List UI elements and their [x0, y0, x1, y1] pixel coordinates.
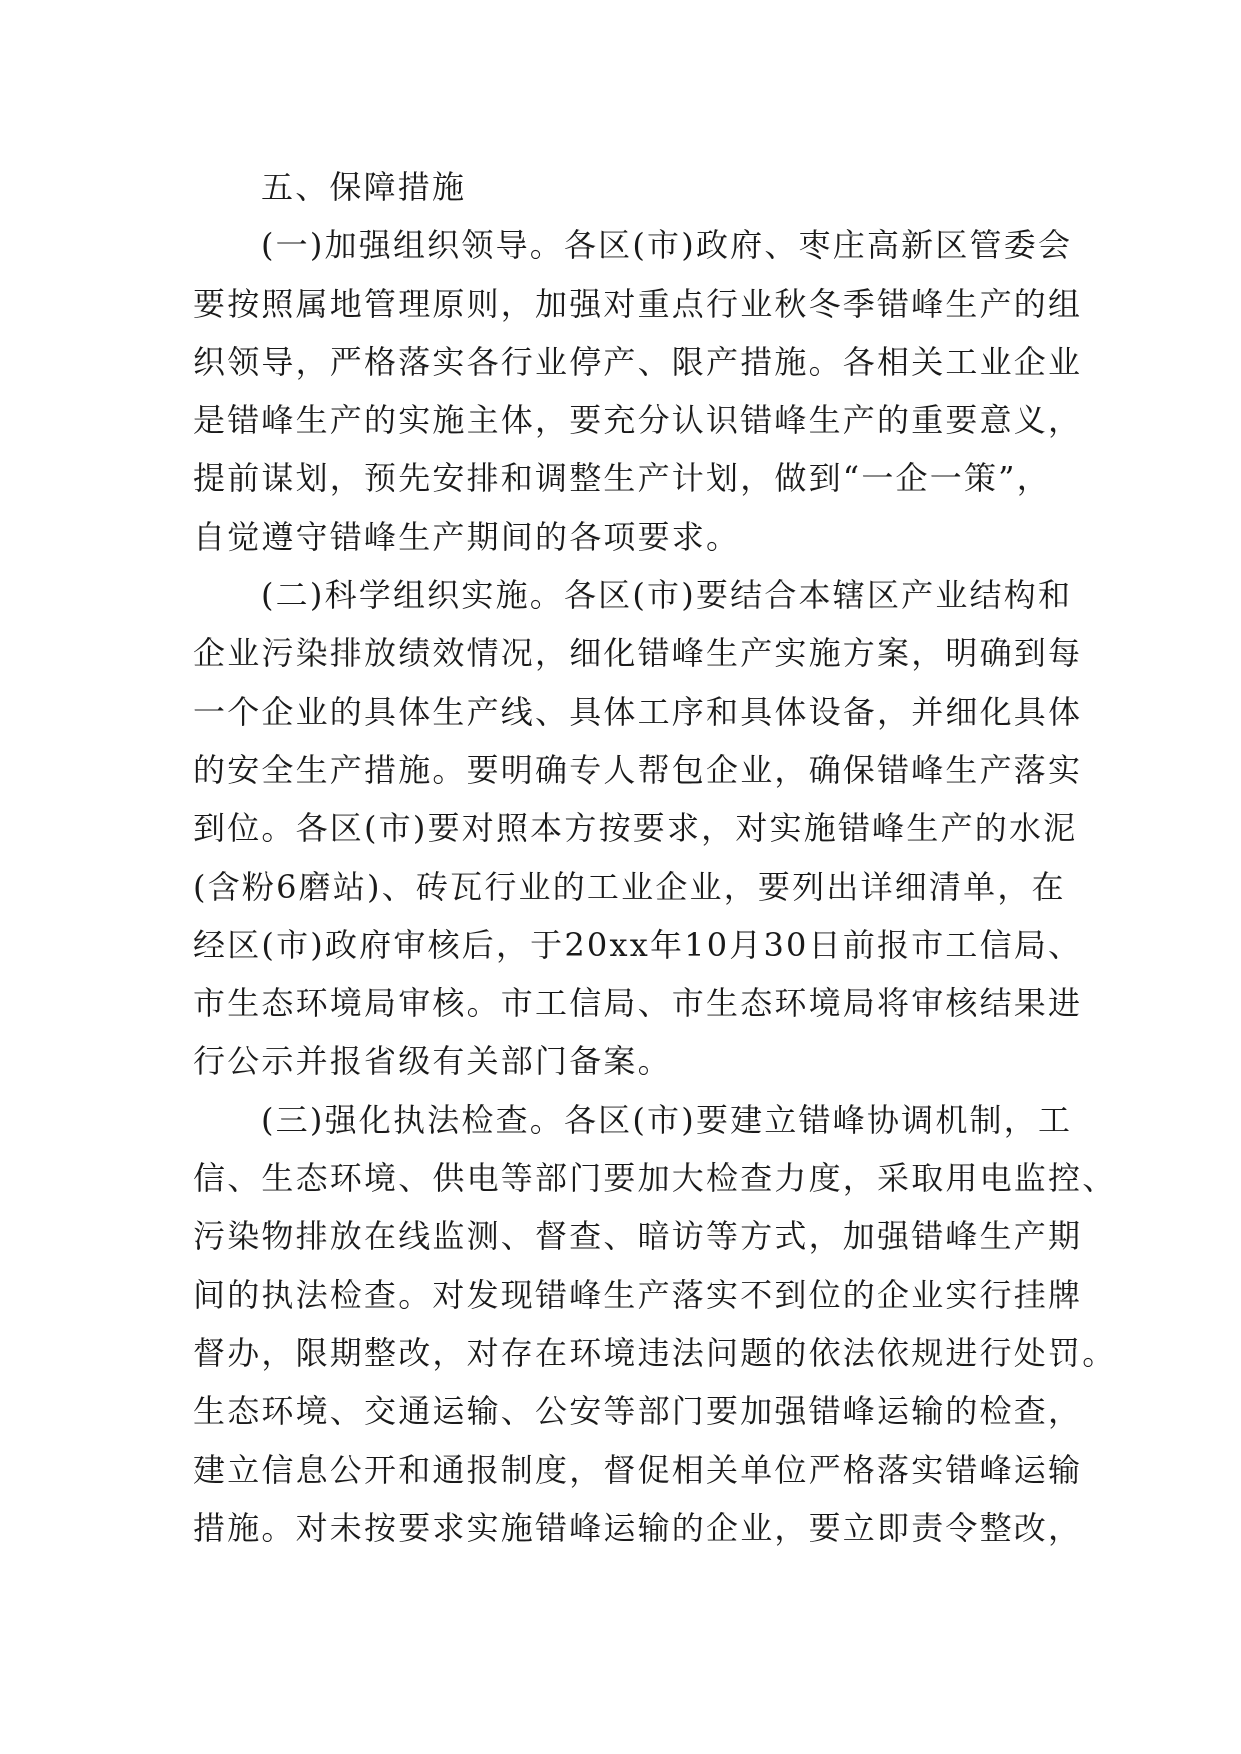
paragraph-line: 要按照属地管理原则，加强对重点行业秋冬季错峰生产的组: [193, 284, 1083, 323]
paragraph-line: 一个企业的具体生产线、具体工序和具体设备，并细化具体: [193, 692, 1083, 731]
paragraph-line: 提前谋划，预先安排和调整生产计划，做到“一企一策”，: [193, 459, 1051, 498]
paragraph-line: 自觉遵守错峰生产期间的各项要求。: [193, 517, 741, 556]
paragraph-line: 企业污染排放绩效情况，细化错峰生产实施方案，明确到每: [193, 634, 1083, 673]
paragraph-line: 污染物排放在线监测、督查、暗访等方式，加强错峰生产期: [193, 1217, 1083, 1256]
paragraph-line: 行公示并报省级有关部门备案。: [193, 1042, 672, 1081]
paragraph-line: 措施。对未按要求实施错峰运输的企业，要立即责令整改，: [193, 1508, 1083, 1547]
paragraph-line: (一)加强组织领导。各区(市)政府、枣庄高新区管委会: [261, 226, 1073, 265]
paragraph-line: 的安全生产措施。要明确专人帮包企业，确保错峰生产落实: [193, 750, 1083, 789]
paragraph-line: 督办，限期整改，对存在环境违法问题的依法依规进行处罚。: [193, 1333, 1117, 1372]
section-heading: 五、保障措施: [261, 168, 467, 206]
paragraph-line: (三)强化执法检查。各区(市)要建立错峰协调机制，工: [261, 1100, 1073, 1139]
paragraph-line: 经区(市)政府审核后，于20xx年10月30日前报市工信局、: [193, 925, 1083, 964]
paragraph-line: 间的执法检查。对发现错峰生产落实不到位的企业实行挂牌: [193, 1275, 1083, 1314]
paragraph-line: 市生态环境局审核。市工信局、市生态环境局将审核结果进: [193, 984, 1083, 1023]
paragraph-line: 信、生态环境、供电等部门要加大检查力度，采取用电监控、: [193, 1159, 1117, 1198]
paragraph-line: 是错峰生产的实施主体，要充分认识错峰生产的重要意义，: [193, 401, 1083, 440]
paragraph-line: (二)科学组织实施。各区(市)要结合本辖区产业结构和: [261, 576, 1073, 615]
paragraph-line: 到位。各区(市)要对照本方按要求，对实施错峰生产的水泥: [193, 809, 1078, 848]
paragraph-line: 生态环境、交通运输、公安等部门要加强错峰运输的检查，: [193, 1392, 1083, 1431]
paragraph-line: 建立信息公开和通报制度，督促相关单位严格落实错峰运输: [193, 1450, 1083, 1489]
paragraph-line: (含粉6磨站)、砖瓦行业的工业企业，要列出详细清单，在: [193, 867, 1066, 906]
paragraph-line: 织领导，严格落实各行业停产、限产措施。各相关工业企业: [193, 342, 1083, 381]
document-body: [193, 158, 1117, 1557]
